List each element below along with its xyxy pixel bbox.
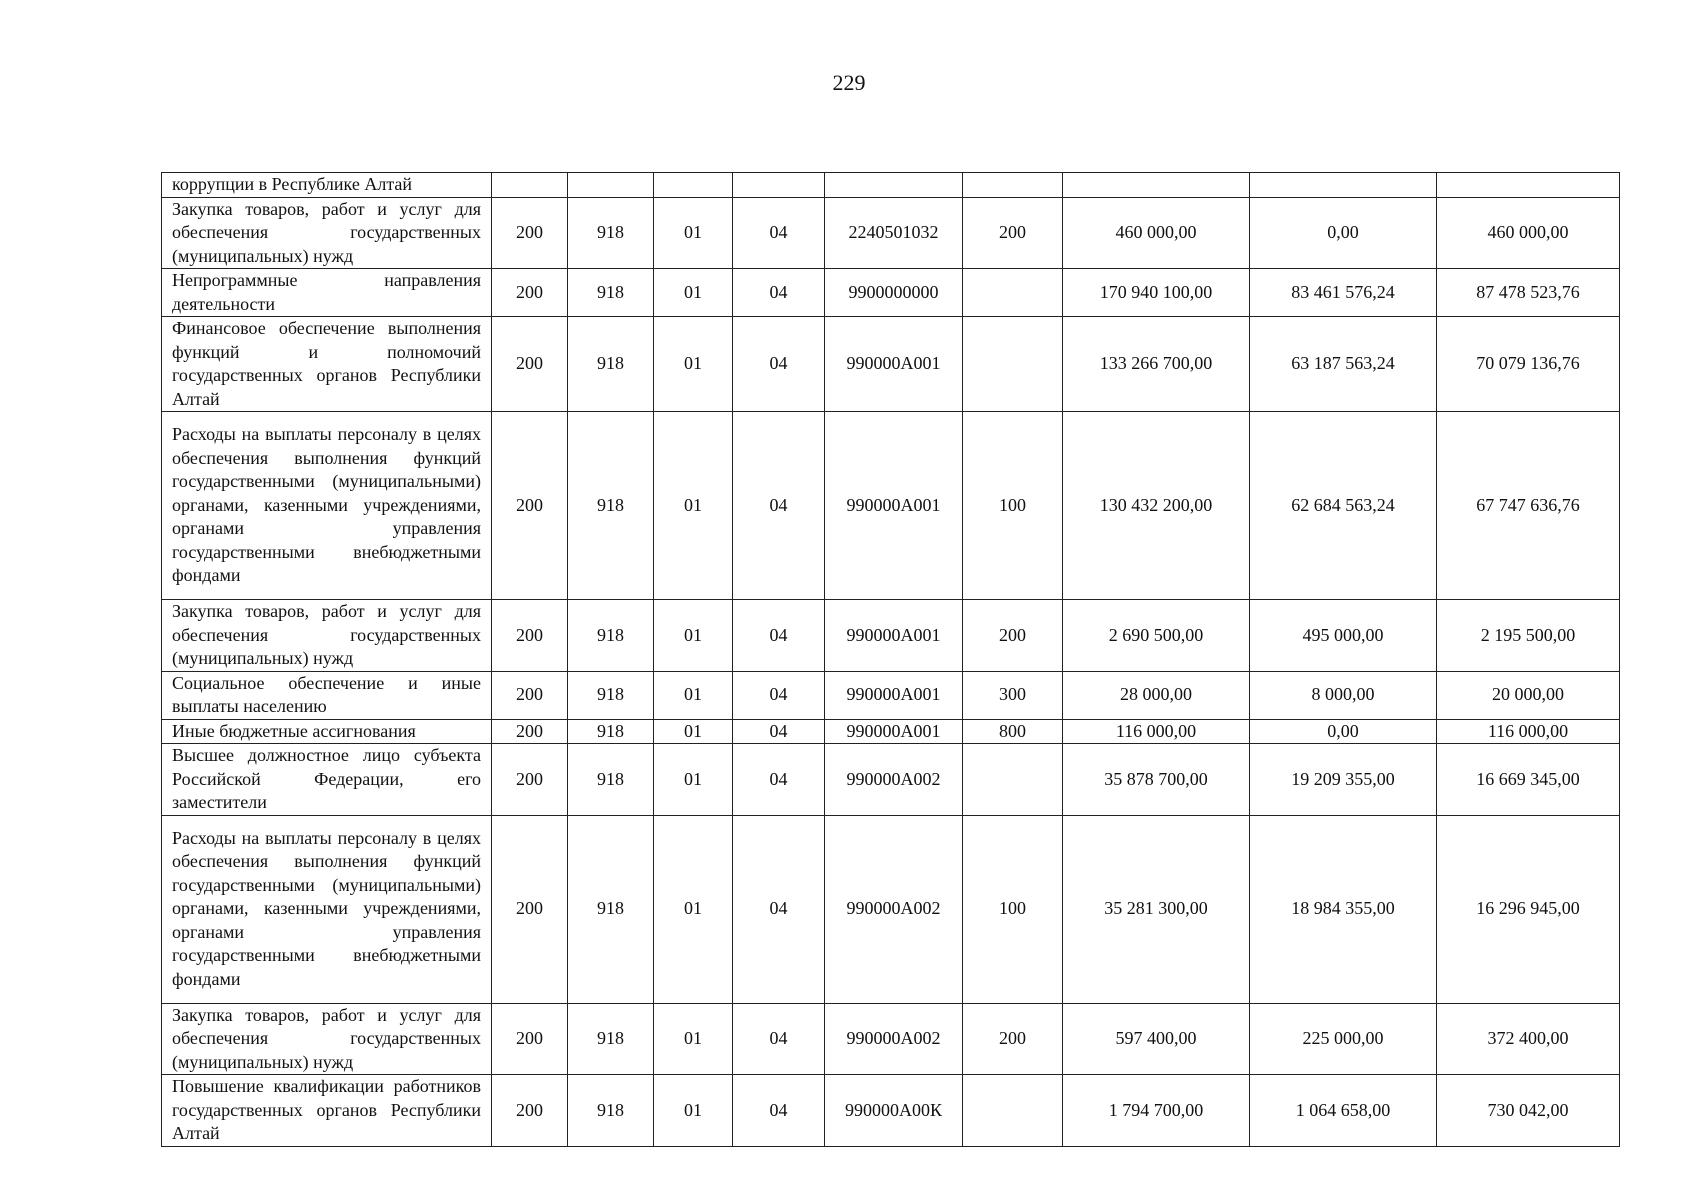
- cell-c8: 62 684 563,24: [1250, 412, 1437, 600]
- table-row: [162, 744, 1620, 816]
- cell-c9: 70 079 136,76: [1437, 317, 1620, 412]
- cell-c6: 100: [963, 815, 1063, 1003]
- row-description: Социальное обеспечение и иные выплаты населению: [162, 671, 492, 719]
- row-description: Иные бюджетные ассигнования: [162, 719, 492, 744]
- cell-c3: 01: [654, 1003, 733, 1075]
- cell-c5: 990000А001: [825, 719, 963, 744]
- cell-c2: 918: [568, 815, 654, 1003]
- cell-c2: 918: [568, 269, 654, 317]
- cell-c1: 200: [492, 719, 568, 744]
- cell-c8: 0,00: [1250, 719, 1437, 744]
- cell-c8: 8 000,00: [1250, 671, 1437, 719]
- cell-c5: 2240501032: [825, 197, 963, 269]
- cell-c1: 200: [492, 412, 568, 600]
- cell-c4: [733, 173, 825, 198]
- row-description: Финансовое обеспечение выполнения функций и полномочий государственных органов Республики Алтай: [162, 317, 492, 412]
- cell-c1: [492, 173, 568, 198]
- cell-c9: 16 669 345,00: [1437, 744, 1620, 816]
- cell-c6: [963, 317, 1063, 412]
- cell-c7: 35 878 700,00: [1063, 744, 1250, 816]
- table-row: [162, 317, 1620, 412]
- cell-c2: 918: [568, 1003, 654, 1075]
- cell-c5: 990000А002: [825, 1003, 963, 1075]
- page-number: 229: [832, 70, 866, 95]
- table-row: [162, 815, 1620, 1003]
- cell-c5: 9900000000: [825, 269, 963, 317]
- cell-c9: 20 000,00: [1437, 671, 1620, 719]
- cell-c8: 19 209 355,00: [1250, 744, 1437, 816]
- row-description: Повышение квалификации работников государственных органов Республики Алтай: [162, 1075, 492, 1147]
- cell-c3: 01: [654, 671, 733, 719]
- cell-c6: 100: [963, 412, 1063, 600]
- cell-c7: 170 940 100,00: [1063, 269, 1250, 317]
- cell-c9: 730 042,00: [1437, 1075, 1620, 1147]
- cell-c3: 01: [654, 815, 733, 1003]
- cell-c4: 04: [733, 671, 825, 719]
- cell-c5: [825, 173, 963, 198]
- cell-c5: 990000А001: [825, 317, 963, 412]
- cell-c1: 200: [492, 317, 568, 412]
- cell-c7: 130 432 200,00: [1063, 412, 1250, 600]
- cell-c8: 225 000,00: [1250, 1003, 1437, 1075]
- cell-c1: 200: [492, 1003, 568, 1075]
- table-row: [162, 412, 1620, 600]
- row-description: Закупка товаров, работ и услуг для обеспечения государственных (муниципальных) нужд: [162, 600, 492, 672]
- cell-c9: [1437, 173, 1620, 198]
- cell-c9: 2 195 500,00: [1437, 600, 1620, 672]
- cell-c9: 67 747 636,76: [1437, 412, 1620, 600]
- cell-c1: 200: [492, 744, 568, 816]
- cell-c6: [963, 1075, 1063, 1147]
- cell-c8: 0,00: [1250, 197, 1437, 269]
- cell-c6: 800: [963, 719, 1063, 744]
- cell-c1: 200: [492, 671, 568, 719]
- cell-c7: 28 000,00: [1063, 671, 1250, 719]
- cell-c7: 133 266 700,00: [1063, 317, 1250, 412]
- cell-c7: 2 690 500,00: [1063, 600, 1250, 672]
- cell-c7: 1 794 700,00: [1063, 1075, 1250, 1147]
- cell-c6: [963, 744, 1063, 816]
- cell-c3: 01: [654, 600, 733, 672]
- cell-c7: [1063, 173, 1250, 198]
- cell-c6: 200: [963, 600, 1063, 672]
- cell-c4: 04: [733, 1075, 825, 1147]
- cell-c5: 990000А001: [825, 412, 963, 600]
- table-row: [162, 719, 1620, 744]
- cell-c1: 200: [492, 815, 568, 1003]
- cell-c3: 01: [654, 317, 733, 412]
- cell-c3: 01: [654, 719, 733, 744]
- cell-c1: 200: [492, 600, 568, 672]
- cell-c3: 01: [654, 1075, 733, 1147]
- row-description: Расходы на выплаты персоналу в целях обеспечения выполнения функций государственными (муниципальными) органами, казенными учреждениями, органами управления государственными внебюджетными фондами: [162, 412, 492, 600]
- cell-c9: 372 400,00: [1437, 1003, 1620, 1075]
- cell-c7: 116 000,00: [1063, 719, 1250, 744]
- cell-c5: 990000А001: [825, 671, 963, 719]
- table-row: [162, 269, 1620, 317]
- cell-c2: 918: [568, 197, 654, 269]
- cell-c8: 63 187 563,24: [1250, 317, 1437, 412]
- cell-c3: 01: [654, 412, 733, 600]
- table-row: [162, 600, 1620, 672]
- cell-c5: 990000А00К: [825, 1075, 963, 1147]
- cell-c2: [568, 173, 654, 198]
- cell-c3: 01: [654, 197, 733, 269]
- cell-c1: 200: [492, 1075, 568, 1147]
- budget-table: [161, 172, 1620, 1147]
- cell-c6: [963, 173, 1063, 198]
- cell-c7: 35 281 300,00: [1063, 815, 1250, 1003]
- cell-c6: 200: [963, 1003, 1063, 1075]
- row-description: Расходы на выплаты персоналу в целях обеспечения выполнения функций государственными (муниципальными) органами, казенными учреждениями, органами управления государственными внебюджетными фондами: [162, 815, 492, 1003]
- cell-c5: 990000А002: [825, 815, 963, 1003]
- cell-c9: 16 296 945,00: [1437, 815, 1620, 1003]
- cell-c3: [654, 173, 733, 198]
- cell-c2: 918: [568, 317, 654, 412]
- row-description: Непрограммные направления деятельности: [162, 269, 492, 317]
- row-description: Высшее должностное лицо субъекта Российской Федерации, его заместители: [162, 744, 492, 816]
- table-row: [162, 1075, 1620, 1147]
- cell-c4: 04: [733, 719, 825, 744]
- cell-c1: 200: [492, 269, 568, 317]
- cell-c4: 04: [733, 197, 825, 269]
- cell-c9: 460 000,00: [1437, 197, 1620, 269]
- cell-c8: 83 461 576,24: [1250, 269, 1437, 317]
- cell-c6: [963, 269, 1063, 317]
- cell-c4: 04: [733, 744, 825, 816]
- cell-c8: [1250, 173, 1437, 198]
- cell-c2: 918: [568, 1075, 654, 1147]
- cell-c1: 200: [492, 197, 568, 269]
- cell-c4: 04: [733, 1003, 825, 1075]
- cell-c9: 87 478 523,76: [1437, 269, 1620, 317]
- cell-c2: 918: [568, 719, 654, 744]
- table-row: [162, 671, 1620, 719]
- cell-c6: 300: [963, 671, 1063, 719]
- cell-c5: 990000А002: [825, 744, 963, 816]
- cell-c4: 04: [733, 412, 825, 600]
- table-row: [162, 1003, 1620, 1075]
- cell-c6: 200: [963, 197, 1063, 269]
- cell-c4: 04: [733, 317, 825, 412]
- cell-c4: 04: [733, 269, 825, 317]
- cell-c8: 495 000,00: [1250, 600, 1437, 672]
- row-description: Закупка товаров, работ и услуг для обеспечения государственных (муниципальных) нужд: [162, 1003, 492, 1075]
- table-row: [162, 173, 1620, 198]
- cell-c8: 1 064 658,00: [1250, 1075, 1437, 1147]
- cell-c3: 01: [654, 269, 733, 317]
- cell-c3: 01: [654, 744, 733, 816]
- cell-c7: 597 400,00: [1063, 1003, 1250, 1075]
- table-row: [162, 197, 1620, 269]
- cell-c4: 04: [733, 815, 825, 1003]
- cell-c4: 04: [733, 600, 825, 672]
- cell-c7: 460 000,00: [1063, 197, 1250, 269]
- cell-c2: 918: [568, 744, 654, 816]
- cell-c9: 116 000,00: [1437, 719, 1620, 744]
- cell-c2: 918: [568, 412, 654, 600]
- cell-c2: 918: [568, 671, 654, 719]
- row-description: коррупции в Республике Алтай: [162, 173, 492, 198]
- cell-c8: 18 984 355,00: [1250, 815, 1437, 1003]
- cell-c2: 918: [568, 600, 654, 672]
- cell-c5: 990000А001: [825, 600, 963, 672]
- row-description: Закупка товаров, работ и услуг для обеспечения государственных (муниципальных) нужд: [162, 197, 492, 269]
